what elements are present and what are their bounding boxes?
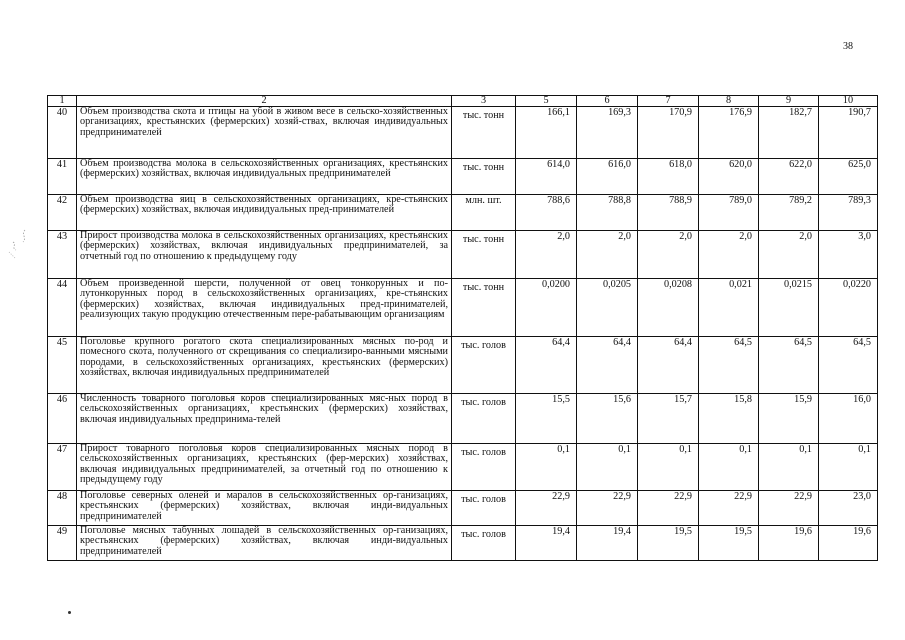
row-number: 48 — [48, 491, 77, 526]
value-cell: 15,8 — [699, 394, 759, 444]
value-cell: 19,4 — [577, 526, 638, 561]
value-cell: 22,9 — [759, 491, 819, 526]
value-cell: 0,1 — [638, 444, 699, 491]
table-row — [48, 491, 878, 526]
unit-cell: тыс. голов — [452, 526, 516, 561]
value-cell: 2,0 — [759, 231, 819, 279]
value-cell: 0,1 — [577, 444, 638, 491]
indicator-description: Поголовье крупного рогатого скота специализированных мясных по-род и помесного скота, полученного от скрещивания со специализиро-ванными мясными породами, в сельскохозяйственных организациях, крестьянских (фермерских) хозяйствах, включая индивидуальных предпринимателей — [77, 337, 452, 394]
header-row — [48, 96, 878, 107]
table-row — [48, 279, 878, 337]
value-cell: 15,6 — [577, 394, 638, 444]
indicator-description: Объем производства скота и птицы на убой в живом весе в сельско-хозяйственных организациях, крестьянских (фермерских) хозяй-ствах, включая индивидуальных предпринимателей — [77, 107, 452, 159]
value-cell: 614,0 — [516, 159, 577, 195]
value-cell: 0,0215 — [759, 279, 819, 337]
value-cell: 64,5 — [699, 337, 759, 394]
value-cell: 0,0205 — [577, 279, 638, 337]
unit-cell: тыс. голов — [452, 394, 516, 444]
unit-cell: тыс. тонн — [452, 107, 516, 159]
header-cell: 3 — [452, 96, 516, 107]
value-cell: 2,0 — [638, 231, 699, 279]
value-cell: 0,021 — [699, 279, 759, 337]
value-cell: 0,1 — [819, 444, 878, 491]
value-cell: 19,4 — [516, 526, 577, 561]
row-number: 46 — [48, 394, 77, 444]
value-cell: 616,0 — [577, 159, 638, 195]
value-cell: 19,5 — [638, 526, 699, 561]
stray-dot — [68, 611, 71, 614]
value-cell: 620,0 — [699, 159, 759, 195]
value-cell: 182,7 — [759, 107, 819, 159]
unit-cell: тыс. тонн — [452, 159, 516, 195]
table-row — [48, 159, 878, 195]
unit-cell: тыс. тонн — [452, 279, 516, 337]
table-row — [48, 195, 878, 231]
indicator-description: Объем производства молока в сельскохозяйственных организациях, крестьянских (фермерских) хозяйствах, включая индивидуальных предпринимателей — [77, 159, 452, 195]
header-cell: 8 — [699, 96, 759, 107]
table-row — [48, 337, 878, 394]
value-cell: 622,0 — [759, 159, 819, 195]
value-cell: 625,0 — [819, 159, 878, 195]
header-cell: 1 — [48, 96, 77, 107]
value-cell: 170,9 — [638, 107, 699, 159]
value-cell: 176,9 — [699, 107, 759, 159]
value-cell: 16,0 — [819, 394, 878, 444]
value-cell: 15,9 — [759, 394, 819, 444]
value-cell: 190,7 — [819, 107, 878, 159]
row-number: 40 — [48, 107, 77, 159]
row-number: 43 — [48, 231, 77, 279]
row-number: 41 — [48, 159, 77, 195]
value-cell: 618,0 — [638, 159, 699, 195]
row-number: 44 — [48, 279, 77, 337]
value-cell: 2,0 — [516, 231, 577, 279]
page-number: 38 — [843, 41, 853, 52]
value-cell: 2,0 — [577, 231, 638, 279]
table-row — [48, 231, 878, 279]
value-cell: 64,4 — [638, 337, 699, 394]
value-cell: 789,3 — [819, 195, 878, 231]
value-cell: 22,9 — [577, 491, 638, 526]
header-cell: 9 — [759, 96, 819, 107]
unit-cell: тыс. голов — [452, 444, 516, 491]
indicator-description: Объем производства яиц в сельскохозяйственных организациях, кре-стьянских (фермерских) хозяйствах, включая индивидуальных пред-принимателей — [77, 195, 452, 231]
table-row — [48, 107, 878, 159]
value-cell: 0,1 — [516, 444, 577, 491]
table-row — [48, 444, 878, 491]
indicator-description: Прирост товарного поголовья коров специализированных мясных пород в сельскохозяйственных организациях, крестьянских (фер-мерских) хозяйствах, включая индивидуальных предпринимателей, за отчетный год по отношению к предыдущему году — [77, 444, 452, 491]
value-cell: 0,0220 — [819, 279, 878, 337]
header-cell: 10 — [819, 96, 878, 107]
row-number: 45 — [48, 337, 77, 394]
indicator-description: Численность товарного поголовья коров специализированных мяс-ных пород в сельскохозяйственных организациях, крестьянских (фермерских) хозяйствах, включая индивидуальных предпринима-телей — [77, 394, 452, 444]
value-cell: 19,5 — [699, 526, 759, 561]
value-cell: 19,6 — [759, 526, 819, 561]
indicators-table — [47, 95, 878, 561]
unit-cell: млн. шт. — [452, 195, 516, 231]
value-cell: 15,5 — [516, 394, 577, 444]
value-cell: 3,0 — [819, 231, 878, 279]
value-cell: 0,1 — [759, 444, 819, 491]
value-cell: 15,7 — [638, 394, 699, 444]
value-cell: 22,9 — [516, 491, 577, 526]
value-cell: 789,2 — [759, 195, 819, 231]
value-cell: 22,9 — [638, 491, 699, 526]
row-number: 42 — [48, 195, 77, 231]
unit-cell: тыс. голов — [452, 337, 516, 394]
unit-cell: тыс. голов — [452, 491, 516, 526]
row-number: 47 — [48, 444, 77, 491]
value-cell: 788,8 — [577, 195, 638, 231]
value-cell: 23,0 — [819, 491, 878, 526]
indicator-description: Поголовье мясных табунных лошадей в сельскохозяйственных ор-ганизациях, крестьянских (фермерских) хозяйствах, включая инди-видуальных предпринимателей — [77, 526, 452, 561]
indicator-description: Поголовье северных оленей и маралов в сельскохозяйственных ор-ганизациях, крестьянских (фермерских) хозяйствах, включая инди-видуальных предпринимателей — [77, 491, 452, 526]
indicator-description: Объем произведенной шерсти, полученной от овец тонкорунных и по-лутонкорунных пород в сельскохозяйственных организациях, кре-стьянских (фермерских) хозяйствах, включая индивидуальных пред-принимателей, реализующих такую продукцию отечественным пере-рабатывающим организациям — [77, 279, 452, 337]
value-cell: 788,9 — [638, 195, 699, 231]
indicator-description: Прирост производства молока в сельскохозяйственных организациях, крестьянских (фермерских) хозяйствах, включая индивидуальных предпринимателей, за отчетный год по отношению к предыдущему году — [77, 231, 452, 279]
value-cell: 2,0 — [699, 231, 759, 279]
value-cell: 166,1 — [516, 107, 577, 159]
table-row — [48, 394, 878, 444]
value-cell: 169,3 — [577, 107, 638, 159]
value-cell: 64,4 — [516, 337, 577, 394]
value-cell: 788,6 — [516, 195, 577, 231]
header-cell: 6 — [577, 96, 638, 107]
value-cell: 19,6 — [819, 526, 878, 561]
header-cell: 5 — [516, 96, 577, 107]
unit-cell: тыс. тонн — [452, 231, 516, 279]
value-cell: 0,1 — [699, 444, 759, 491]
value-cell: 0,0208 — [638, 279, 699, 337]
header-cell: 7 — [638, 96, 699, 107]
value-cell: 64,5 — [819, 337, 878, 394]
value-cell: 22,9 — [699, 491, 759, 526]
value-cell: 0,0200 — [516, 279, 577, 337]
value-cell: 64,4 — [577, 337, 638, 394]
row-number: 49 — [48, 526, 77, 561]
table-row — [48, 526, 878, 561]
margin-scribble-mark — [7, 228, 31, 260]
header-cell: 2 — [77, 96, 452, 107]
value-cell: 64,5 — [759, 337, 819, 394]
value-cell: 789,0 — [699, 195, 759, 231]
